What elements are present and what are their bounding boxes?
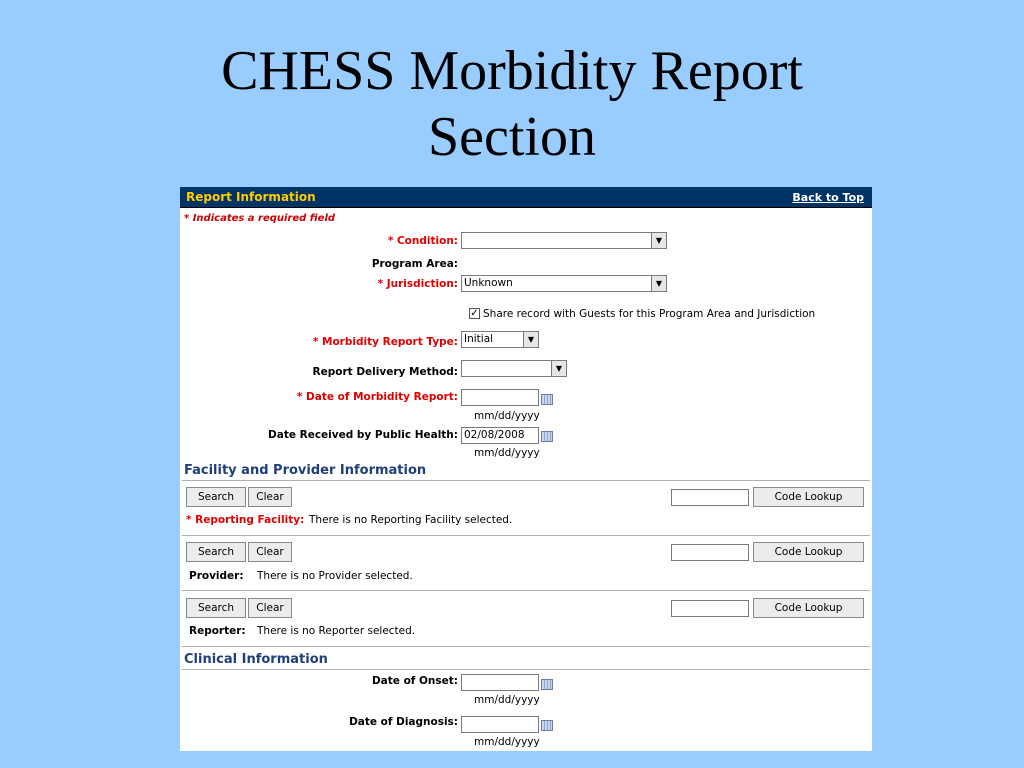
calendar-icon[interactable] [541, 431, 553, 442]
report-type-label: * Morbidity Report Type: [312, 336, 458, 348]
reporter-value: There is no Reporter selected. [257, 625, 416, 637]
report-type-select[interactable] [461, 331, 539, 348]
condition-select[interactable] [461, 232, 667, 249]
date-report-input[interactable] [461, 389, 539, 406]
slide-title-line1: CHESS Morbidity Report [221, 40, 803, 102]
calendar-icon[interactable] [541, 394, 553, 405]
facility-code-input[interactable] [671, 489, 749, 506]
reporter-search-button[interactable]: Search [186, 598, 246, 618]
calendar-icon[interactable] [541, 679, 553, 690]
checkmark-icon: ✓ [470, 308, 479, 319]
onset-date-label: Date of Onset: [371, 675, 458, 687]
share-record-label: Share record with Guests for this Program Area and Jurisdiction [483, 308, 816, 320]
chevron-down-icon: ▼ [551, 361, 566, 376]
provider-value: There is no Provider selected. [257, 570, 413, 582]
provider-clear-button[interactable]: Clear [248, 542, 292, 562]
report-form-panel [180, 187, 872, 751]
jurisdiction-value: Unknown [464, 277, 513, 289]
facility-clear-button[interactable]: Clear [248, 487, 292, 507]
provider-label: Provider: [189, 570, 244, 582]
jurisdiction-label: * Jurisdiction: [377, 278, 458, 290]
divider [182, 669, 870, 670]
reporter-label: Reporter: [189, 625, 246, 637]
diagnosis-date-input[interactable] [461, 716, 539, 733]
date-report-format-hint: mm/dd/yyyy [474, 410, 540, 422]
report-info-header [180, 187, 872, 208]
onset-date-input[interactable] [461, 674, 539, 691]
report-type-value: Initial [464, 333, 494, 345]
provider-search-button[interactable]: Search [186, 542, 246, 562]
report-info-title: Report Information [186, 190, 316, 204]
reporting-facility-label: * Reporting Facility: [186, 514, 305, 526]
required-field-note: * Indicates a required field [184, 213, 336, 224]
provider-code-input[interactable] [671, 544, 749, 561]
chevron-down-icon: ▼ [523, 332, 538, 347]
chevron-down-icon: ▼ [651, 276, 666, 291]
divider [182, 646, 870, 647]
diagnosis-date-format-hint: mm/dd/yyyy [474, 736, 540, 748]
date-received-format-hint: mm/dd/yyyy [474, 447, 540, 459]
program-area-label: Program Area: [371, 258, 458, 270]
jurisdiction-select[interactable] [461, 275, 667, 292]
clinical-section-title: Clinical Information [184, 652, 328, 667]
facility-search-button[interactable]: Search [186, 487, 246, 507]
diagnosis-date-label: Date of Diagnosis: [349, 716, 458, 728]
facility-section-title: Facility and Provider Information [184, 463, 427, 478]
chevron-down-icon: ▼ [651, 233, 666, 248]
calendar-icon[interactable] [541, 720, 553, 731]
divider [182, 590, 870, 591]
delivery-method-select[interactable] [461, 360, 567, 377]
facility-code-lookup-button[interactable]: Code Lookup [753, 487, 864, 507]
divider [182, 535, 870, 536]
date-report-label: * Date of Morbidity Report: [296, 391, 458, 403]
reporting-facility-value: There is no Reporting Facility selected. [309, 514, 513, 526]
delivery-method-label: Report Delivery Method: [312, 366, 458, 378]
reporter-clear-button[interactable]: Clear [248, 598, 292, 618]
condition-label: * Condition: [387, 235, 458, 247]
provider-code-lookup-button[interactable]: Code Lookup [753, 542, 864, 562]
reporter-code-lookup-button[interactable]: Code Lookup [753, 598, 864, 618]
back-to-top-link[interactable]: Back to Top [792, 191, 864, 204]
slide-title [0, 38, 1024, 170]
share-record-checkbox[interactable] [469, 308, 480, 319]
divider [182, 480, 870, 481]
date-received-input[interactable]: 02/08/2008 [461, 427, 539, 444]
onset-date-format-hint: mm/dd/yyyy [474, 694, 540, 706]
slide-title-line2: Section [428, 106, 596, 168]
reporter-code-input[interactable] [671, 600, 749, 617]
date-received-label: Date Received by Public Health: [268, 429, 458, 441]
